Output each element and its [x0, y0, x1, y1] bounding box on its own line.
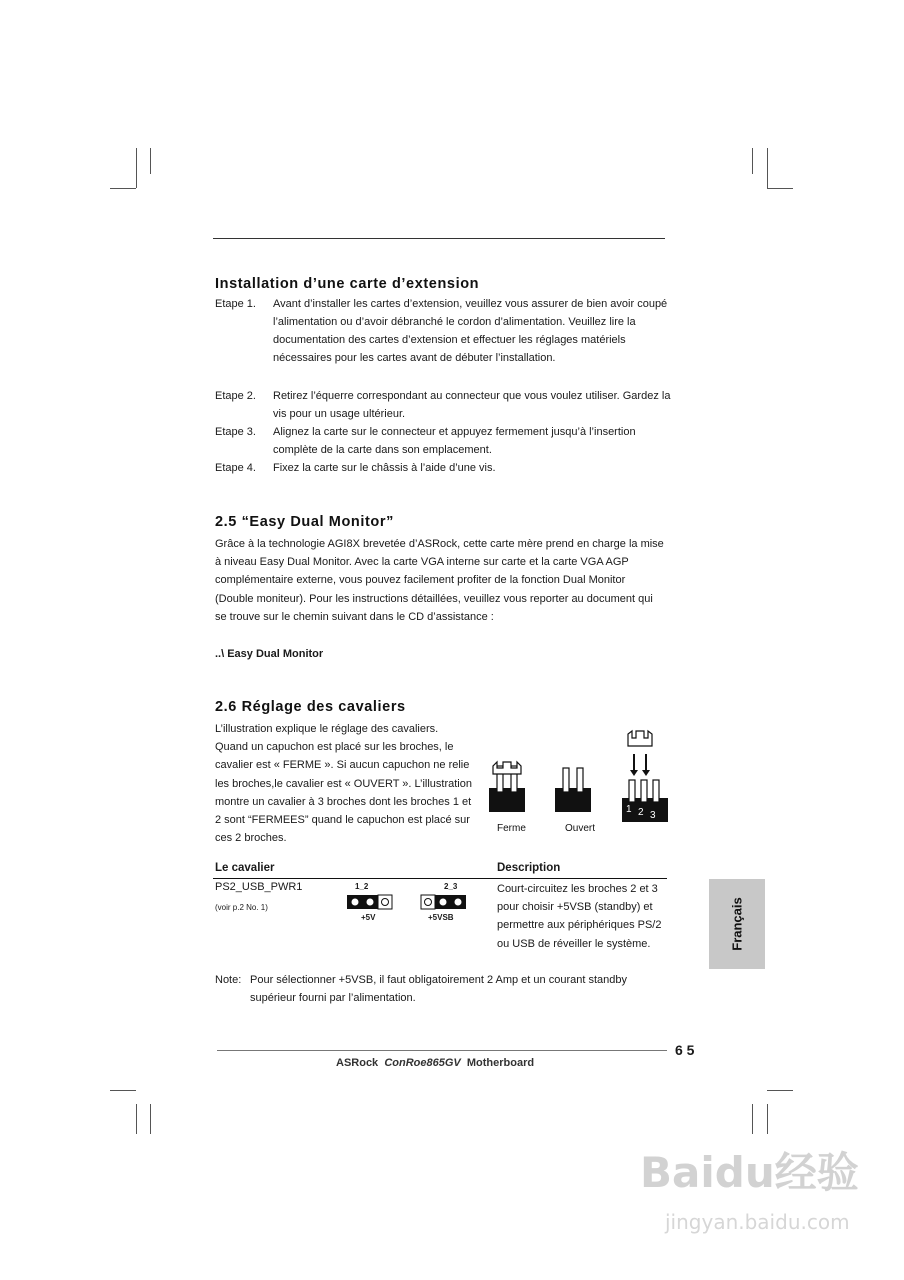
crop-mark	[110, 1090, 136, 1091]
crop-mark	[767, 188, 793, 189]
table-header-rule	[213, 878, 667, 879]
step-label: Etape 4.	[215, 462, 256, 474]
footer-product-label: Motherboard	[466, 1057, 535, 1069]
jumper-illustration	[484, 726, 674, 838]
closed-label: Ferme	[497, 823, 526, 834]
step-label: Etape 1.	[215, 298, 256, 310]
dual-monitor-title: 2.5 “Easy Dual Monitor”	[215, 514, 394, 530]
setting-b-label: +5VSB	[428, 913, 454, 922]
crop-mark	[767, 148, 768, 188]
pin-number: 1	[626, 804, 632, 815]
step-text: Fixez la carte sur le châssis à l’aide d’une vis.	[273, 462, 496, 474]
jumper-2-3-icon	[420, 893, 468, 911]
crop-mark	[752, 1104, 753, 1134]
closed-jumper-icon	[489, 762, 525, 812]
open-label: Ouvert	[565, 823, 596, 834]
dual-monitor-body: Grâce à la technologie AGI8X brevetée d’ASRock, cette carte mère prend en charge la mise à niveau Easy Dual Monitor. Avec la carte VGA interne sur carte et la carte VGA AGP complémentaire externe, vous pouvez facilement profiter de la fonction Dual Monitor (Double moniteur). Pour les instructions détaillées, veuillez vous reporter au document qui se trouve sur le chemin suivant dans le CD d’assistance :	[215, 538, 664, 623]
crop-mark	[136, 148, 137, 188]
step-text: Retirez l’équerre correspondant au connecteur que vous voulez utiliser. Gardez la vis pour un usage ultérieur.	[273, 390, 671, 420]
jumpers-body: L’illustration explique le réglage des cavaliers. Quand un capuchon est placé sur les broches, le cavalier est « FERME ». Si aucun capuchon ne relie les broches,le cavalier est « OUVERT ». L’illustration montre un cavalier à 3 broches dont les broches 1 et 2 sont “FERMEES” quand le capuchon est placé sur ces 2 broches.	[215, 723, 472, 845]
step-label: Etape 2.	[215, 390, 256, 402]
jumper-description: Court-circuitez les broches 2 et 3 pour choisir +5VSB (standby) et permettre aux périphériques PS/2 ou USB de réveiller le système.	[497, 883, 662, 950]
pin-number: 2	[638, 807, 644, 818]
jumper-1-2-icon	[346, 893, 394, 911]
table-header-jumper: Le cavalier	[215, 862, 275, 874]
dual-monitor-path: ..\ Easy Dual Monitor	[215, 648, 324, 660]
crop-mark	[136, 1104, 137, 1134]
pin-number: 3	[650, 810, 656, 821]
top-rule	[213, 238, 665, 239]
jumpers-title: 2.6 Réglage des cavaliers	[215, 699, 406, 715]
language-tab	[709, 879, 765, 969]
table-header-description: Description	[497, 862, 561, 874]
footer-model: ConRoe865GV	[384, 1057, 461, 1069]
note-label: Note:	[215, 974, 242, 986]
page-number: 6 5	[675, 1042, 695, 1058]
setting-a-pins: 1_2	[355, 882, 369, 891]
crop-mark	[150, 1104, 151, 1134]
jumper-ref: (voir p.2 No. 1)	[215, 903, 268, 912]
crop-mark	[767, 1104, 768, 1134]
crop-mark	[767, 1090, 793, 1091]
open-jumper-icon	[555, 768, 591, 812]
baidu-watermark-logo: Baidu经验	[640, 1148, 859, 1197]
crop-mark	[150, 148, 151, 174]
crop-mark	[110, 188, 136, 189]
footer-brand: ASRock	[336, 1057, 379, 1069]
step-text: Avant d’installer les cartes d’extension, veuillez vous assurer de bien avoir coupé l’alimentation ou d’avoir débranché le cordon d’alimentation. Veuillez lire la documentation des cartes d’extension et effectuer les réglages matériels nécessaires pour les cartes avant de débuter l’installation.	[273, 298, 668, 364]
step-text: Alignez la carte sur le connecteur et appuyez fermement jusqu’à l’insertion complète de la carte dans son emplacement.	[273, 426, 636, 456]
jumper-name: PS2_USB_PWR1	[215, 881, 303, 893]
setting-a-label: +5V	[361, 913, 376, 922]
step-label: Etape 3.	[215, 426, 256, 438]
language-tab-label: Français	[729, 897, 745, 951]
installation-title: Installation d’une carte d’extension	[215, 276, 480, 292]
crop-mark	[752, 148, 753, 174]
setting-b-pins: 2_3	[444, 882, 458, 891]
footer-rule	[217, 1050, 667, 1051]
baidu-watermark-url: jingyan.baidu.com	[665, 1210, 850, 1234]
footer-product	[336, 1057, 534, 1069]
note-text: Pour sélectionner +5VSB, il faut obligatoirement 2 Amp et un courant standby supérieur fourni par l’alimentation.	[250, 974, 627, 1005]
